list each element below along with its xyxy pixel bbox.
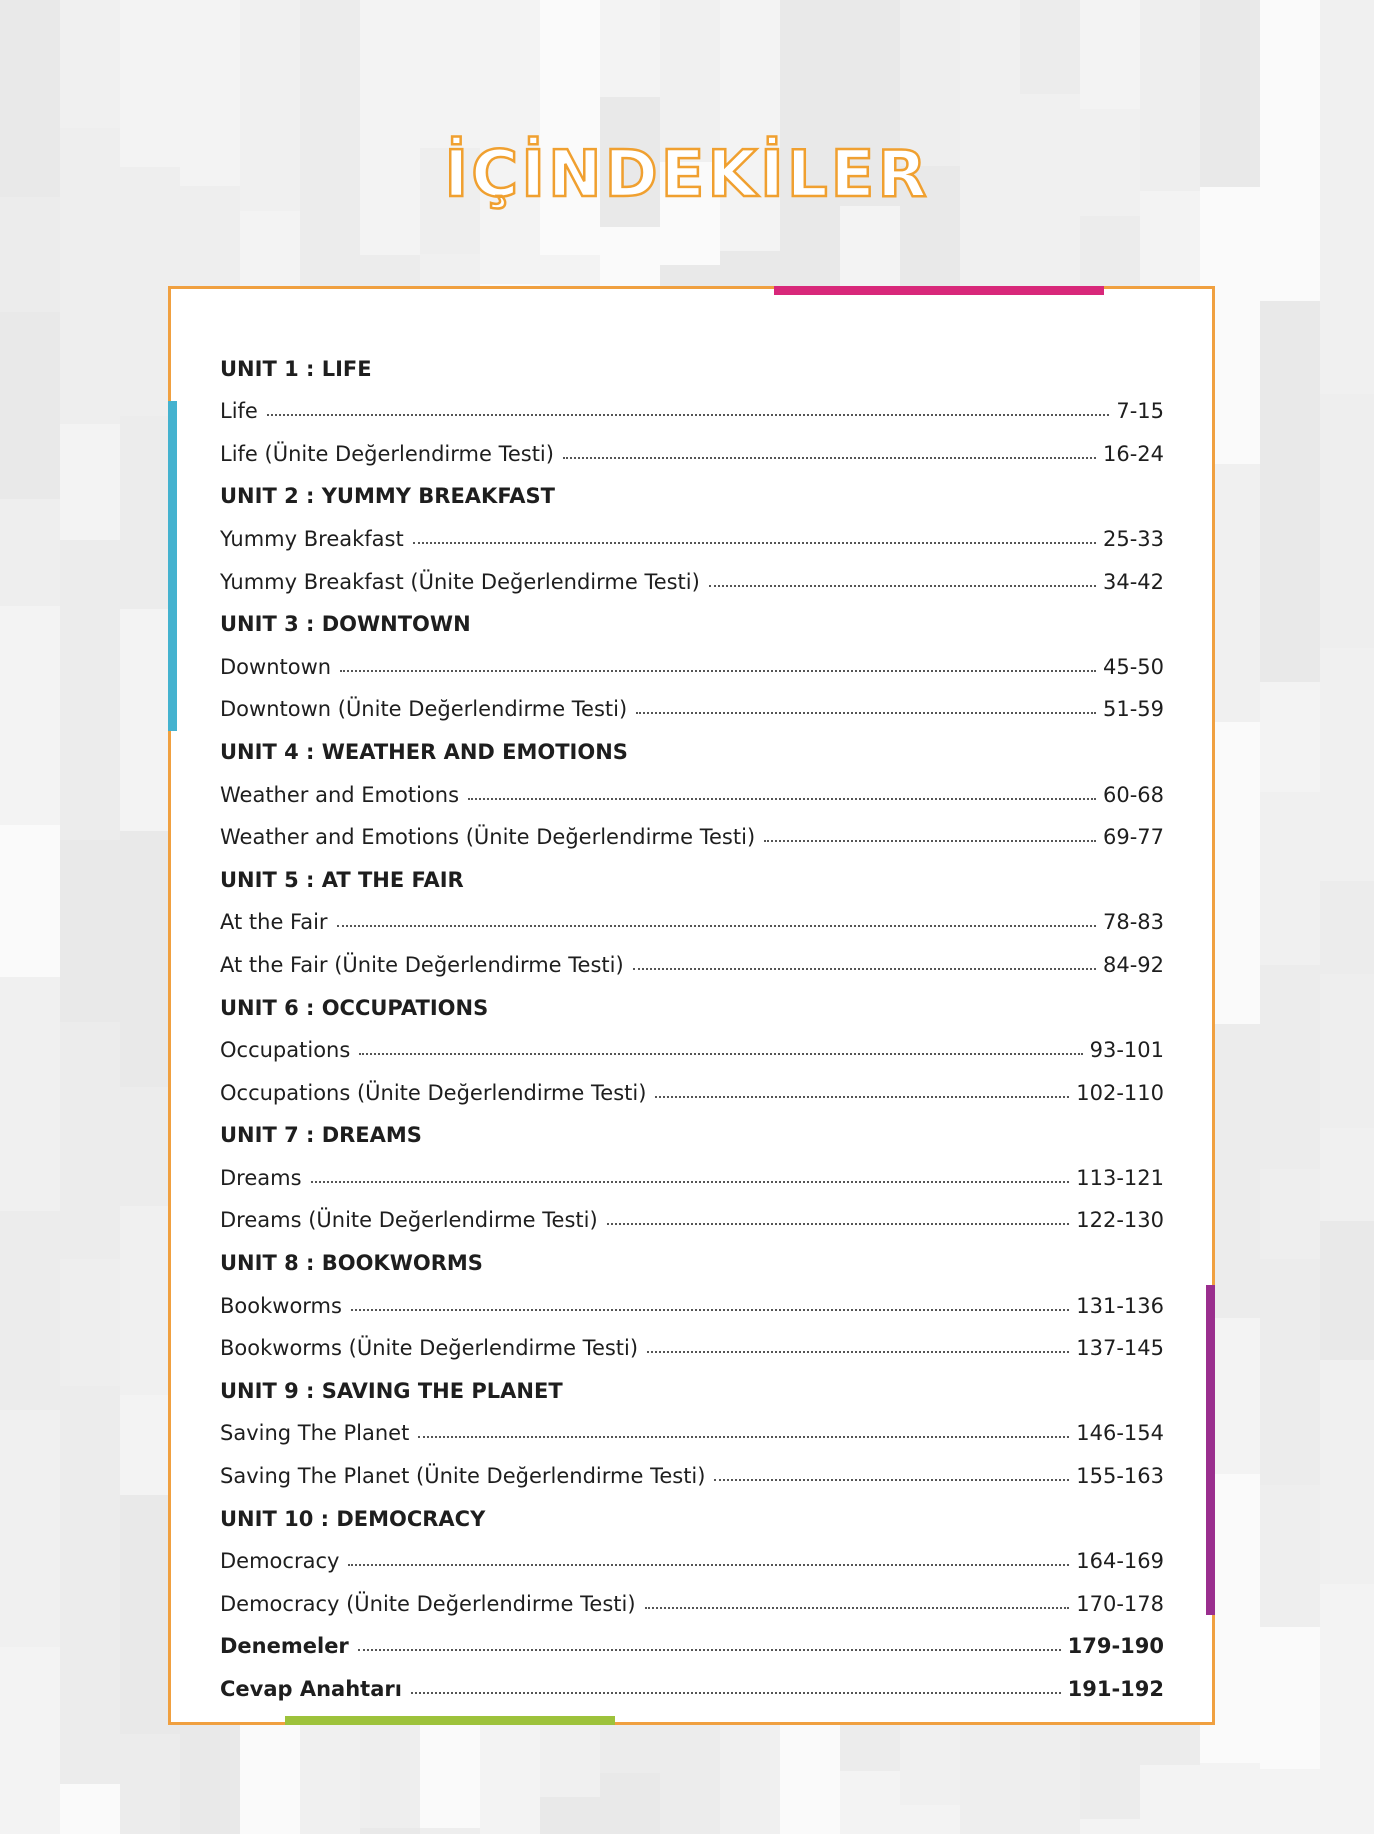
dot-leader — [709, 582, 1096, 587]
toc-page-range: 69-77 — [1102, 825, 1164, 850]
dot-leader — [633, 965, 1096, 970]
dot-leader — [636, 709, 1096, 714]
toc-page-range: 179-190 — [1067, 1634, 1164, 1659]
toc-entry — [220, 1020, 1164, 1063]
toc-entry — [220, 551, 1164, 594]
dot-leader — [311, 1178, 1070, 1183]
unit-heading-title: UNIT 7 : DREAMS — [220, 1123, 422, 1148]
toc-entry-title: Saving The Planet (Ünite Değerlendirme Testi) — [220, 1464, 706, 1489]
toc-page-range: 78-83 — [1102, 910, 1164, 935]
dot-leader — [340, 667, 1096, 672]
toc-entry-title: Bookworms — [220, 1293, 342, 1318]
dot-leader — [267, 411, 1109, 416]
accent-bar-bottom — [285, 1716, 615, 1725]
toc-page-range: 16-24 — [1102, 441, 1164, 466]
table-of-contents-card — [168, 286, 1215, 1725]
toc-entry-title: Saving The Planet — [220, 1421, 410, 1446]
toc-unit-heading — [220, 338, 1164, 381]
toc-unit-heading — [220, 1488, 1164, 1531]
toc-entry-title: Democracy (Ünite Değerlendirme Testi) — [220, 1591, 636, 1616]
toc-page-range: 155-163 — [1076, 1464, 1164, 1489]
accent-bar-left — [168, 401, 177, 731]
toc-page-range: 93-101 — [1089, 1038, 1164, 1063]
toc-entry — [220, 1318, 1164, 1361]
toc-entry-title: Dreams (Ünite Değerlendirme Testi) — [220, 1208, 598, 1233]
toc-entry — [220, 1275, 1164, 1318]
toc-entry — [220, 508, 1164, 551]
toc-entry-title: Bookworms (Ünite Değerlendirme Testi) — [220, 1336, 639, 1361]
toc-page-range: 84-92 — [1102, 952, 1164, 977]
toc-entry — [220, 679, 1164, 722]
dot-leader — [607, 1220, 1070, 1225]
dot-leader — [413, 539, 1096, 544]
toc-page-range: 164-169 — [1076, 1549, 1164, 1574]
toc-entry-title: Life — [220, 399, 258, 424]
dot-leader — [647, 1348, 1069, 1353]
toc-entry — [220, 381, 1164, 424]
toc-entry-title: Occupations (Ünite Değerlendirme Testi) — [220, 1080, 647, 1105]
toc-unit-heading — [220, 466, 1164, 509]
dot-leader — [411, 1689, 1061, 1694]
toc-page-range: 51-59 — [1102, 697, 1164, 722]
toc-entry — [220, 1616, 1164, 1659]
toc-page-range: 102-110 — [1076, 1080, 1164, 1105]
toc-entry — [220, 423, 1164, 466]
toc-page-range: 170-178 — [1076, 1591, 1164, 1616]
toc-page-range: 122-130 — [1076, 1208, 1164, 1233]
toc-entry — [220, 807, 1164, 850]
toc-entry — [220, 1403, 1164, 1446]
toc-page-range: 113-121 — [1076, 1165, 1164, 1190]
unit-heading-title: UNIT 2 : YUMMY BREAKFAST — [220, 484, 555, 509]
toc-page-range: 25-33 — [1102, 526, 1164, 551]
toc-entry-title: At the Fair — [220, 910, 328, 935]
toc-page-range: 137-145 — [1076, 1336, 1164, 1361]
dot-leader — [359, 1050, 1082, 1055]
toc-page-range: 191-192 — [1067, 1677, 1164, 1701]
toc-entry — [220, 1573, 1164, 1616]
dot-leader — [337, 922, 1096, 927]
dot-leader — [358, 1646, 1061, 1651]
toc-entry-title: Life (Ünite Değerlendirme Testi) — [220, 441, 554, 466]
toc-list — [220, 338, 1164, 1701]
unit-heading-title: UNIT 1 : LIFE — [220, 356, 372, 381]
toc-entry — [220, 1062, 1164, 1105]
toc-entry — [220, 1147, 1164, 1190]
toc-entry — [220, 1658, 1164, 1701]
toc-entry-title: Weather and Emotions (Ünite Değerlendirme Testi) — [220, 825, 756, 850]
toc-entry-title: Yummy Breakfast (Ünite Değerlendirme Testi) — [220, 569, 700, 594]
unit-heading-title: UNIT 8 : BOOKWORMS — [220, 1251, 483, 1276]
page-title: İÇİNDEKİLER — [444, 138, 930, 212]
toc-entry-title: Democracy — [220, 1549, 340, 1574]
toc-entry-title: At the Fair (Ünite Değerlendirme Testi) — [220, 952, 624, 977]
dot-leader — [645, 1604, 1070, 1609]
toc-entry-title: Cevap Anahtarı — [220, 1677, 402, 1701]
accent-bar-right — [1206, 1285, 1215, 1615]
toc-entry — [220, 1531, 1164, 1574]
toc-entry-title: Dreams — [220, 1165, 302, 1190]
toc-entry — [220, 636, 1164, 679]
toc-unit-heading — [220, 721, 1164, 764]
unit-heading-title: UNIT 4 : WEATHER AND EMOTIONS — [220, 739, 628, 764]
toc-page-range: 60-68 — [1102, 782, 1164, 807]
toc-entry — [220, 1445, 1164, 1488]
toc-entry-title: Occupations — [220, 1038, 351, 1063]
toc-unit-heading — [220, 1232, 1164, 1275]
dot-leader — [351, 1306, 1069, 1311]
dot-leader — [655, 1093, 1069, 1098]
toc-entry-title: Weather and Emotions — [220, 782, 460, 807]
toc-unit-heading — [220, 1105, 1164, 1148]
toc-unit-heading — [220, 594, 1164, 637]
unit-heading-title: UNIT 6 : OCCUPATIONS — [220, 995, 489, 1020]
toc-page-range: 34-42 — [1102, 569, 1164, 594]
unit-heading-title: UNIT 9 : SAVING THE PLANET — [220, 1378, 563, 1403]
toc-entry-title: Denemeler — [220, 1634, 349, 1659]
accent-bar-top — [774, 286, 1104, 295]
unit-heading-title: UNIT 10 : DEMOCRACY — [220, 1506, 486, 1531]
toc-unit-heading — [220, 849, 1164, 892]
toc-entry-title: Downtown (Ünite Değerlendirme Testi) — [220, 697, 628, 722]
dot-leader — [348, 1561, 1069, 1566]
toc-entry — [220, 1190, 1164, 1233]
toc-page-range: 45-50 — [1102, 654, 1164, 679]
dot-leader — [468, 795, 1096, 800]
dot-leader — [764, 837, 1096, 842]
dot-leader — [418, 1433, 1069, 1438]
toc-page-range: 7-15 — [1116, 399, 1164, 424]
toc-page-range: 146-154 — [1076, 1421, 1164, 1446]
unit-heading-title: UNIT 5 : AT THE FAIR — [220, 867, 464, 892]
toc-entry — [220, 892, 1164, 935]
toc-unit-heading — [220, 977, 1164, 1020]
toc-entry — [220, 934, 1164, 977]
unit-heading-title: UNIT 3 : DOWNTOWN — [220, 612, 471, 637]
toc-unit-heading — [220, 1360, 1164, 1403]
dot-leader — [563, 454, 1096, 459]
toc-entry — [220, 764, 1164, 807]
toc-entry-title: Downtown — [220, 654, 332, 679]
toc-page-range: 131-136 — [1076, 1293, 1164, 1318]
dot-leader — [714, 1476, 1069, 1481]
toc-entry-title: Yummy Breakfast — [220, 526, 404, 551]
